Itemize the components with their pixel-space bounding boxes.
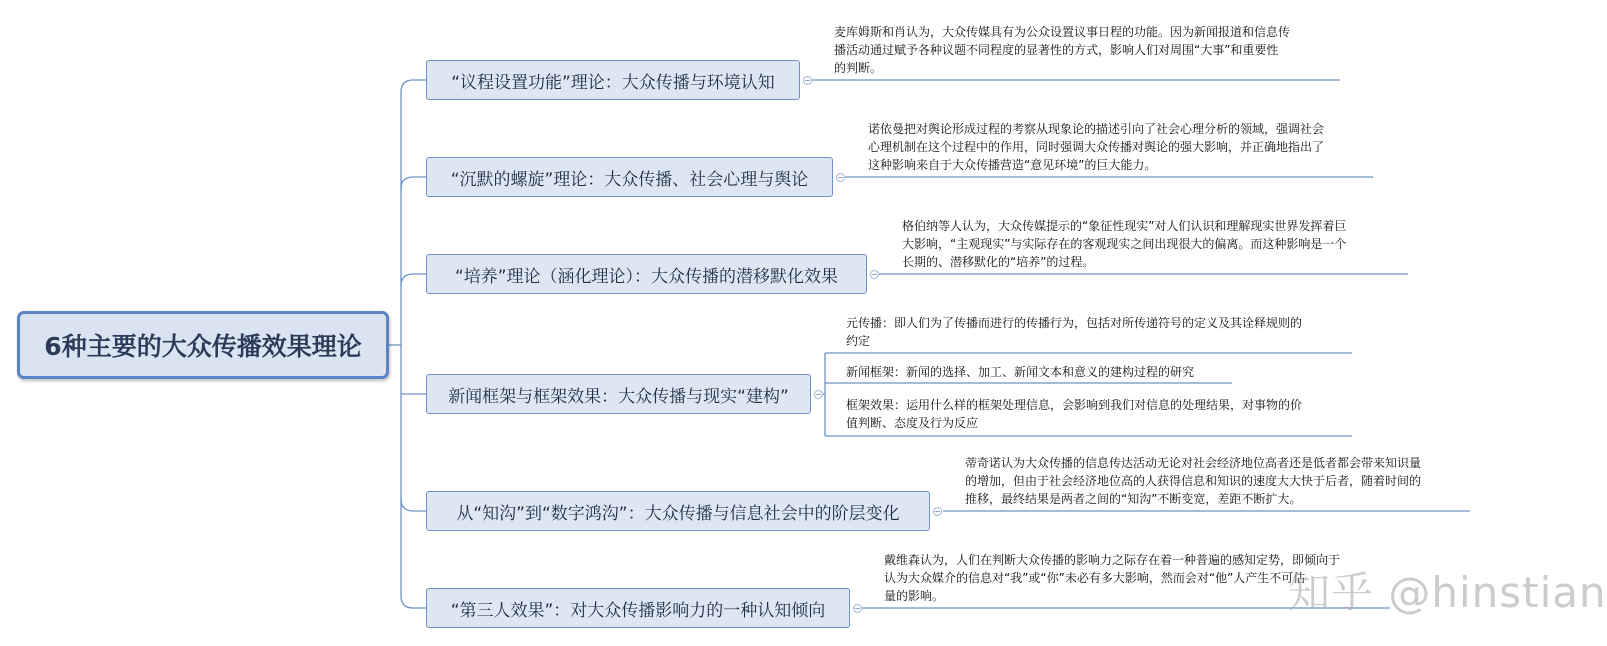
note-line: 量的影响。: [884, 589, 945, 603]
note-news-frame: [846, 363, 1194, 381]
note-line: 麦库姆斯和肖认为，大众传媒具有为公众设置议事日程的功能。因为新闻报道和信息传: [834, 25, 1291, 39]
note-line: 认为大众媒介的信息对“我”或“你”未必有多大影响，然而会对“他”人产生不可估: [884, 571, 1306, 585]
sub-branch-bracket: [823, 353, 825, 436]
note-line: 长期的、潜移默化的“培养”的过程。: [902, 255, 1095, 269]
note-line: 大影响，“主观现实”与实际存在的客观现实之间出现很大的偏离。而这种影响是一个: [902, 237, 1347, 251]
branch-topic-label: 新闻框架与框架效果：大众传播与现实“建构”: [448, 386, 789, 407]
note-line: 的判断。: [834, 61, 883, 75]
branch-connector: [401, 596, 426, 608]
note-line: 框架效果：运用什么样的框架处理信息，会影响到我们对信息的处理结果，对事物的价: [846, 398, 1303, 412]
note-line: 这种影响来自于大众传播营造“意见环境”的巨大能力。: [868, 158, 1157, 172]
watermark: 知乎 @hinstian: [1288, 568, 1607, 617]
branch-topic-cultivation[interactable]: [426, 254, 867, 294]
note-line: 值判断、态度及行为反应: [846, 416, 979, 430]
note-knowledge-gap: [965, 454, 1421, 508]
branch-topic-knowledge-gap[interactable]: [426, 491, 930, 531]
note-line: 播活动通过赋予各种议题不同程度的显著性的方式，影响人们对周围“大事”和重要性: [834, 43, 1279, 57]
note-agenda-setting: [834, 23, 1290, 77]
branch-topic-label: “第三人效果”：对大众传播影响力的一种认知倾向: [450, 600, 826, 621]
branch-topic-third-person-effect[interactable]: [426, 588, 850, 628]
note-line: 新闻框架：新闻的选择、加工、新闻文本和意义的建构过程的研究: [846, 365, 1195, 379]
note-cultivation: [902, 217, 1346, 271]
note-line: 诺依曼把对舆论形成过程的考察从现象论的描述引向了社会心理分析的领域，强调社会: [868, 122, 1325, 136]
branch-topic-spiral-of-silence[interactable]: [426, 157, 833, 197]
note-line: 的增加，但由于社会经济地位高的人获得信息和知识的速度大大快于后者，随着时间的: [965, 474, 1422, 488]
note-meta-communication: [846, 314, 1302, 350]
root-topic[interactable]: [17, 311, 389, 379]
note-spiral-of-silence: [868, 120, 1324, 174]
collapse-toggle-icon[interactable]: [933, 507, 942, 516]
branch-topic-label: “培养”理论（涵化理论）：大众传播的潜移默化效果: [454, 266, 839, 287]
branch-topic-agenda-setting[interactable]: [426, 60, 800, 100]
note-line: 戴维森认为，人们在判断大众传播的影响力之际存在着一种普遍的感知定势，即倾向于: [884, 553, 1341, 567]
root-topic-label: 6种主要的大众传播效果理论: [44, 332, 362, 361]
note-line: 元传播：即人们为了传播而进行的传播行为，包括对所传递符号的定义及其诠释规则的: [846, 316, 1303, 330]
branch-connector: [401, 80, 426, 92]
branch-topic-label: “沉默的螺旋”理论：大众传播、社会心理与舆论: [450, 169, 809, 190]
collapse-toggle-icon[interactable]: [803, 76, 812, 85]
note-third-person-effect: [884, 551, 1340, 605]
branch-connector: [401, 499, 426, 511]
collapse-toggle-icon[interactable]: [870, 270, 879, 279]
branch-topic-label: “议程设置功能”理论：大众传播与环境认知: [451, 72, 775, 93]
branch-topic-news-framing[interactable]: [426, 374, 811, 414]
note-line: 心理机制在这个过程中的作用，同时强调大众传播对舆论的强大影响，并正确地指出了: [868, 140, 1325, 154]
collapse-toggle-icon[interactable]: [814, 390, 823, 399]
branch-topic-label: 从“知沟”到“数字鸿沟”：大众传播与信息社会中的阶层变化: [456, 503, 900, 524]
note-frame-effect: [846, 396, 1302, 432]
note-line: 约定: [846, 334, 871, 348]
note-line: 蒂奇诺认为大众传播的信息传达活动无论对社会经济地位高者还是低者都会带来知识量: [965, 456, 1422, 470]
collapse-toggle-icon[interactable]: [853, 604, 862, 613]
note-line: 格伯纳等人认为，大众传媒提示的“象征性现实”对人们认识和理解现实世界发挥着巨: [902, 219, 1347, 233]
branch-connector: [401, 177, 426, 189]
collapse-toggle-icon[interactable]: [836, 173, 845, 182]
branch-connector: [401, 274, 426, 286]
note-line: 推移，最终结果是两者之间的“知沟”不断变宽，差距不断扩大。: [965, 492, 1302, 506]
